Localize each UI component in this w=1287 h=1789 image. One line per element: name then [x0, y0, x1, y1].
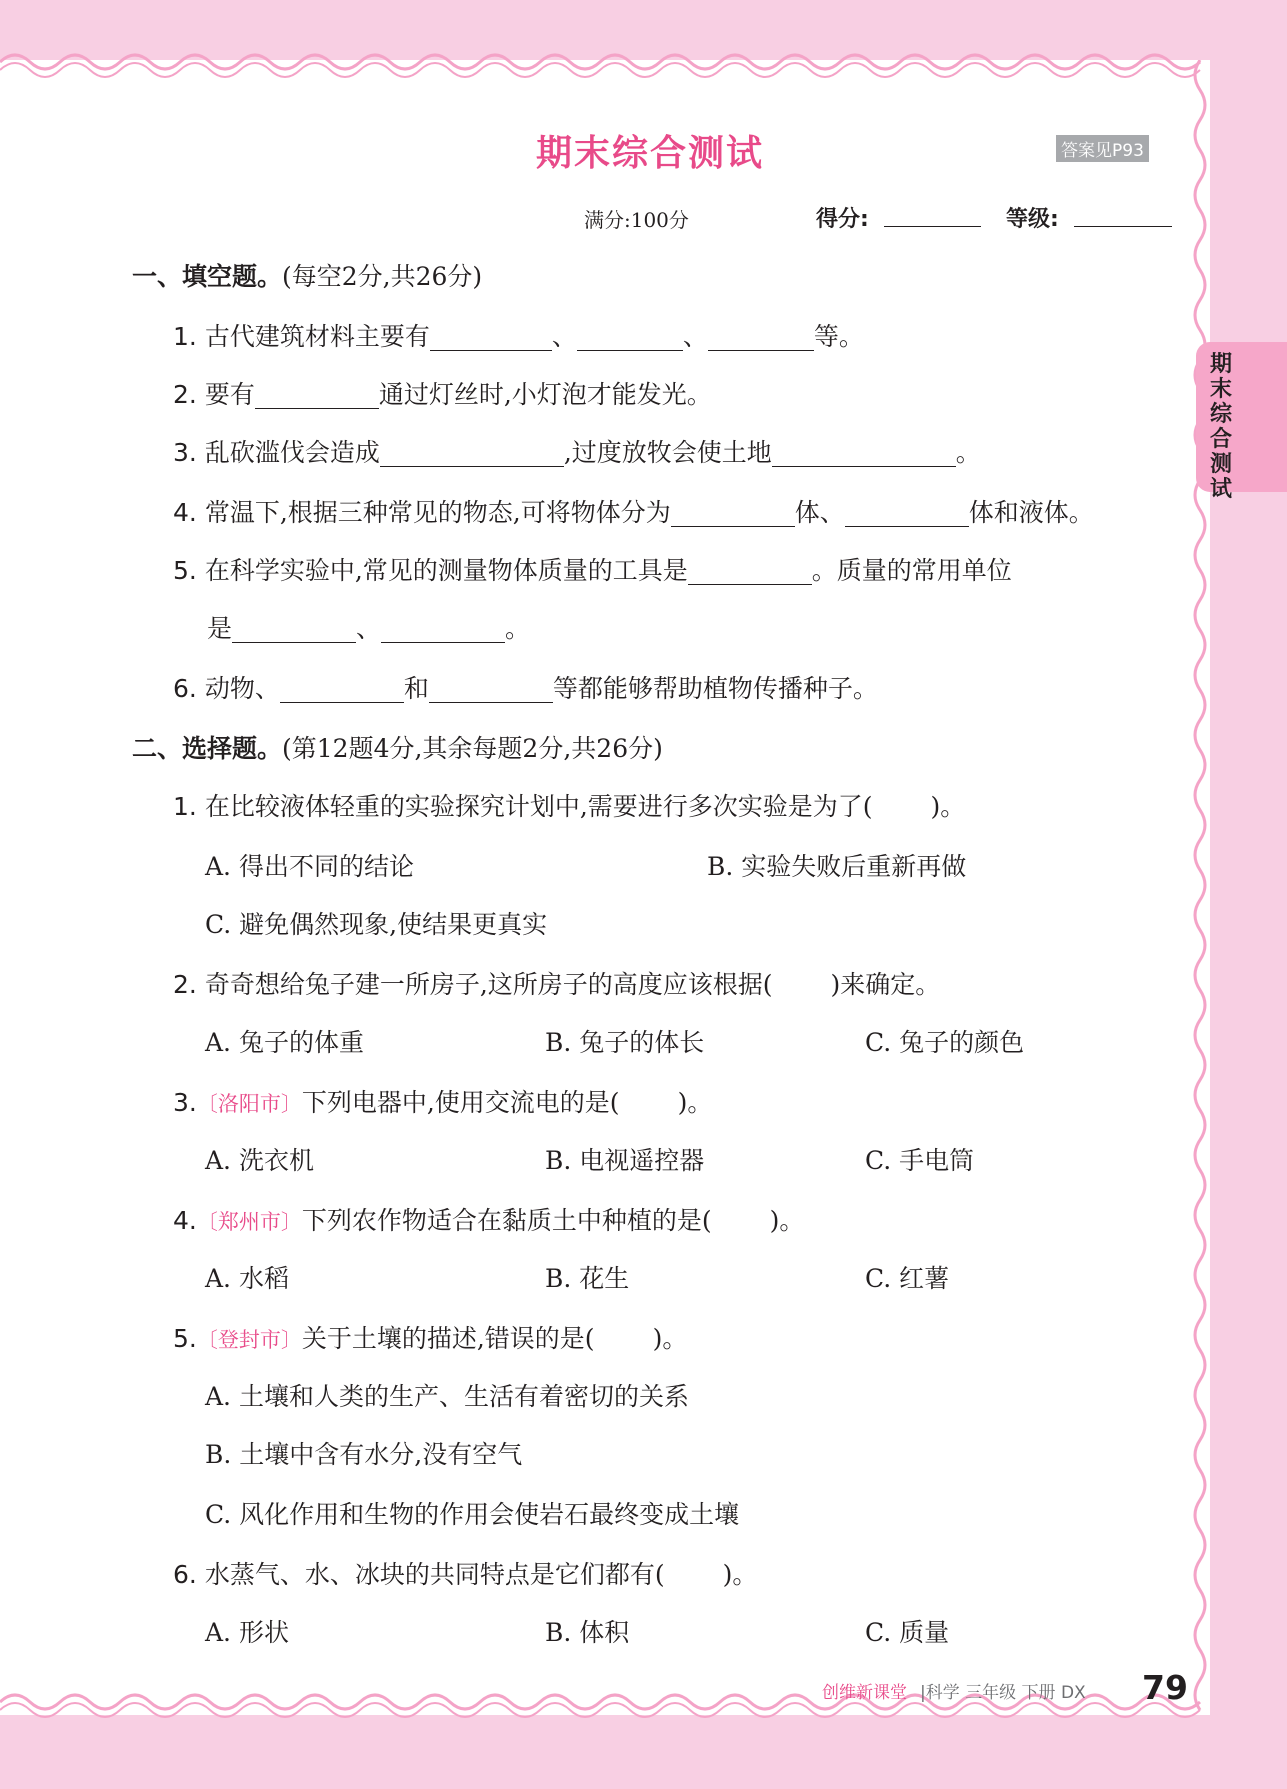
choice-question-6	[173, 1558, 757, 1592]
question-text: )。	[930, 792, 966, 821]
option-a[interactable]: A. 洗衣机	[205, 1146, 314, 1175]
option-c[interactable]: C. 风化作用和生物的作用会使岩石最终变成土壤	[205, 1500, 740, 1529]
question-text: )。	[677, 1088, 713, 1117]
full-score: 满分:100分	[584, 208, 689, 232]
question-text: 在比较液体轻重的实验探究计划中,需要进行多次实验是为了(	[204, 792, 873, 821]
answer-blank[interactable]	[255, 382, 379, 409]
question-text: 常温下,根据三种常见的物态,可将物体分为	[204, 498, 671, 527]
choice-question-3	[173, 1086, 712, 1121]
question-text: 要有	[204, 380, 255, 409]
option-c[interactable]: C. 手电筒	[865, 1146, 975, 1175]
fill-question-5	[173, 554, 1012, 588]
question-text: 等都能够帮助植物传播种子。	[552, 674, 878, 703]
answer-blank[interactable]	[430, 324, 552, 351]
answer-blank[interactable]	[772, 440, 956, 467]
question-number: 6.	[173, 674, 197, 703]
question-number: 6.	[173, 1560, 197, 1589]
option-b[interactable]: B. 电视遥控器	[545, 1146, 705, 1175]
grade-blank[interactable]	[1074, 226, 1172, 227]
question-text: 通过灯丝时,小灯泡才能发光。	[378, 380, 712, 409]
section-2-heading	[132, 732, 663, 766]
answer-blank[interactable]	[577, 324, 683, 351]
option-b[interactable]: B. 花生	[545, 1264, 630, 1293]
question-text: 、	[356, 614, 382, 643]
region-tag: 〔洛阳市〕	[196, 1092, 302, 1116]
answer-reference-badge: 答案见P93	[1056, 135, 1149, 162]
question-text: 。	[955, 438, 981, 467]
fill-question-3	[173, 436, 981, 470]
grade-label: 等级:	[1006, 207, 1059, 232]
section-1-heading	[132, 260, 482, 294]
choice-question-5	[173, 1322, 687, 1357]
side-tab-label: 期末综合测试	[1210, 352, 1233, 502]
fill-question-1	[173, 320, 864, 354]
score-line	[584, 202, 1174, 232]
option-b[interactable]: B. 体积	[545, 1618, 630, 1647]
option-a[interactable]: A. 兔子的体重	[205, 1028, 364, 1057]
option-a[interactable]: A. 土壤和人类的生产、生活有着密切的关系	[205, 1382, 689, 1411]
question-number: 4.	[173, 1206, 197, 1235]
answer-blank[interactable]	[845, 500, 969, 527]
question-number: 5.	[173, 556, 197, 585]
question-text: 等。	[813, 322, 864, 351]
question-text: 关于土壤的描述,错误的是(	[301, 1324, 595, 1353]
question-text: ,过度放牧会使土地	[563, 438, 772, 467]
question-text: 下列电器中,使用交流电的是(	[301, 1088, 620, 1117]
option-b[interactable]: B. 实验失败后重新再做	[707, 852, 967, 881]
question-number: 1.	[173, 792, 197, 821]
option-b[interactable]: B. 土壤中含有水分,没有空气	[205, 1440, 523, 1469]
question-text: 体、	[794, 498, 845, 527]
question-number: 3.	[173, 438, 197, 467]
question-text: 乱砍滥伐会造成	[204, 438, 380, 467]
question-text: )。	[769, 1206, 805, 1235]
answer-blank[interactable]	[280, 676, 404, 703]
question-number: 3.	[173, 1088, 197, 1117]
question-text: )。	[652, 1324, 688, 1353]
question-number: 4.	[173, 498, 197, 527]
question-text: 下列农作物适合在黏质土中种植的是(	[301, 1206, 712, 1235]
answer-blank[interactable]	[380, 440, 564, 467]
option-a[interactable]: A. 水稻	[205, 1264, 289, 1293]
region-tag: 〔郑州市〕	[196, 1210, 302, 1234]
choice-question-1	[173, 790, 965, 824]
option-a[interactable]: A. 形状	[205, 1618, 289, 1647]
footer-info: |科学 三年级 下册 DX	[920, 1683, 1086, 1703]
page-number: 79	[1142, 1668, 1188, 1707]
section-1-title: 一、填空题。	[132, 262, 283, 291]
question-text: 和	[403, 674, 429, 703]
fill-question-6	[173, 672, 878, 706]
question-text: 古代建筑材料主要有	[204, 322, 430, 351]
question-number: 2.	[173, 970, 197, 999]
option-c[interactable]: C. 红薯	[865, 1264, 950, 1293]
section-2-note: (第12题4分,其余每题2分,共26分)	[282, 734, 663, 763]
question-text: 、	[551, 322, 577, 351]
answer-blank[interactable]	[429, 676, 553, 703]
question-number: 1.	[173, 322, 197, 351]
question-text: 、	[682, 322, 708, 351]
fill-question-2	[173, 378, 712, 412]
option-c[interactable]: C. 质量	[865, 1618, 950, 1647]
question-number: 2.	[173, 380, 197, 409]
question-text: 水蒸气、水、冰块的共同特点是它们都有(	[204, 1560, 665, 1589]
side-tab	[1196, 342, 1287, 502]
question-text: 。质量的常用单位	[811, 556, 1012, 585]
question-text: )。	[722, 1560, 758, 1589]
page-title: 期末综合测试	[535, 133, 764, 174]
section-1-note: (每空2分,共26分)	[282, 262, 483, 291]
score-label: 得分:	[816, 207, 869, 232]
fill-question-4	[173, 496, 1094, 530]
option-b[interactable]: B. 兔子的体长	[545, 1028, 705, 1057]
option-a[interactable]: A. 得出不同的结论	[205, 852, 414, 881]
fill-question-5-continued	[207, 612, 530, 646]
answer-blank[interactable]	[232, 616, 356, 643]
region-tag: 〔登封市〕	[196, 1328, 302, 1352]
page-footer	[822, 1668, 1192, 1708]
question-text: 在科学实验中,常见的测量物体质量的工具是	[204, 556, 688, 585]
option-c[interactable]: C. 避免偶然现象,使结果更真实	[205, 910, 548, 939]
question-text: 。	[505, 614, 531, 643]
answer-blank[interactable]	[688, 558, 812, 585]
question-text: 体和液体。	[968, 498, 1094, 527]
option-c[interactable]: C. 兔子的颜色	[865, 1028, 1025, 1057]
question-text: 是	[207, 614, 233, 643]
answer-blank[interactable]	[381, 616, 505, 643]
question-text: 动物、	[204, 674, 280, 703]
section-2-title: 二、选择题。	[132, 734, 283, 763]
page-paper	[0, 60, 1210, 1715]
answer-blank[interactable]	[708, 324, 814, 351]
answer-blank[interactable]	[671, 500, 795, 527]
choice-question-4	[173, 1204, 804, 1239]
question-text: 奇奇想给兔子建一所房子,这所房子的高度应该根据(	[204, 970, 773, 999]
question-number: 5.	[173, 1324, 197, 1353]
score-blank[interactable]	[884, 226, 981, 227]
footer-brand: 创维新课堂	[822, 1683, 907, 1703]
choice-question-2	[173, 968, 940, 1002]
question-text: )来确定。	[830, 970, 941, 999]
